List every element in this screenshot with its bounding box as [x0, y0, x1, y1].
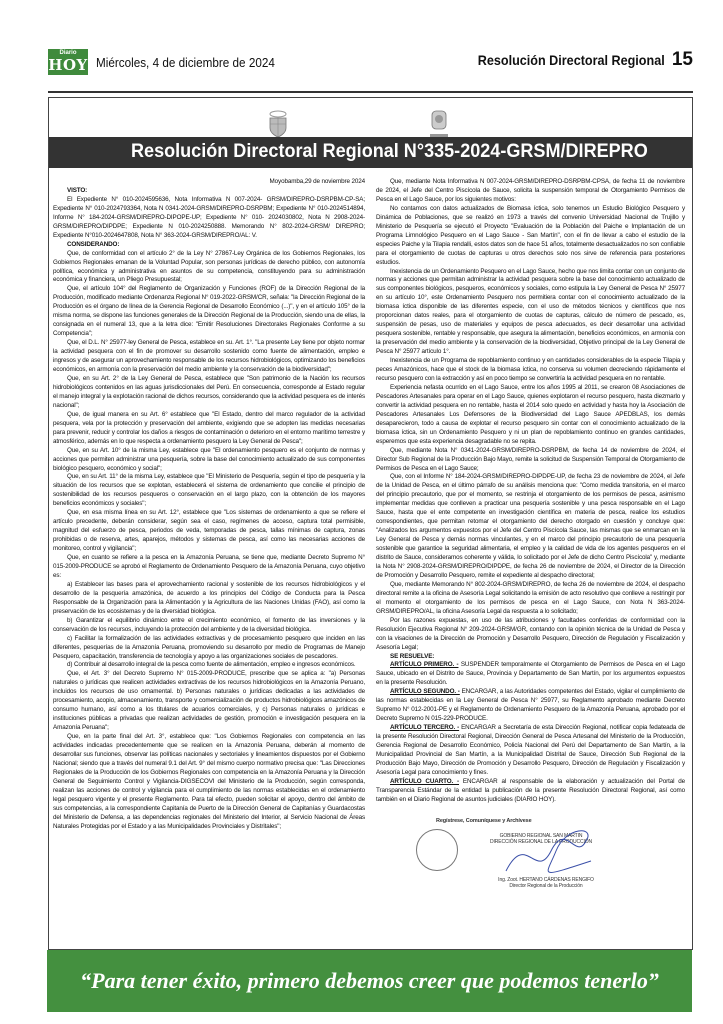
section-heading: SE RESUELVE:	[390, 652, 435, 660]
paragraph: Que, mediante Nota Informativa N 007-2024-GRSM/DIREPRO-DSRPBM-CPSA, de fecha 11 de noviembre de 2024, el Jefe del Centro Piscícola de Sauce, solicita la suspensión temporal de Otorgamiento Permisos de Pesca en el Lago Sauce, por los siguientes motivos:	[376, 178, 685, 203]
section-title: Resolución Directoral Regional	[478, 52, 665, 68]
article-label: ARTÍCULO PRIMERO. -	[390, 661, 459, 669]
paragraph: Que, mediante Nota N° 0341-2024-GRSM/DIREPRO-DSRPBM, de fecha 14 de noviembre de 2024, el Director Sub Regional de la Producción Bajo Mayo, remite la solicitud de Suspensión Temporal de Otorgamiento de Permisos de Pesca en el Lago Sauce;	[376, 446, 685, 472]
article-text: ENCARGAR a Secretaría de esta Dirección Regional, notificar copia fedateada de la presente Resolución Directoral Regional, Dirección General de Pesca Artesanal del Ministerio de la Producción, Gerencia Regional de Desarrollo Económico, Policía Nacional del Perú del Departamento de San Martín, a la Municipalidad Provincial de San Martín, a la Municipalidad Distrital de Sauce, Dirección Sub Regional de la Producción Bajo Mayo, Dirección de Promoción y Desarrollo Pesquero, Dirección de Regulación y Fiscalización y Asesoría Legal para conocimiento y fines.	[376, 724, 685, 776]
section-heading: CONSIDERANDO:	[67, 240, 120, 248]
paragraph: Que, el artículo 104° del Reglamento de Organización y Funciones (ROF) de la Dirección Regional de la Producción, modificado mediante Ordenanza Regional N° 019-2022-GRSM/CR, señala: "la Dirección Regional de la Producción es el órgano de línea de la Gerencia Regional de Desarrollo Económico (...)", y en el artículo 105° de la misma norma, se dispone las funciones generales de la Dirección Regional de la Producción, siendo una de ellas, la consignada en el numeral 13, que a la letra dice: "Emitir Resoluciones Directorales Regionales Conforme a su Competencia";	[53, 285, 365, 338]
paragraph: Que, en su Art. 2° de la Ley General de Pesca, establece que "Son patrimonio de la Nación los recursos hidrobiológicos contenidos en las aguas jurisdiccionales del Perú. En consecuencia, corresponde al Estado regular el manejo integral y la explotación racional de dichos recursos, considerando que la actividad pesquera es de interés nacional";	[53, 374, 365, 409]
paragraph: Experiencia nefasta ocurrido en el Lago Sauce, entre los años 1995 al 2011, se crearon 08 Asociaciones de Pescadores Artesanales para operar en el Lago Sauce, quienes explotaron el recurso pesquero, hasta diezmarlo y convertir la actividad pesquera en no rentable, hasta el 2014 solo quedo en actividad y hasta hoy la Asociación de Pescadores Artesanales Los Defensores de la Biodiversidad del Lago Sauce APEDBLAS, los demás desaparecieron, todo a causa de explotar el recurso pesquero sin contar con el conocimiento actualizado de la biomasa íctica, sin un Ordenamiento Pesquero y ni un plan de repoblamiento continuo en grandes cantidades, esperemos que esta experiencia desagradable no se repita.	[376, 383, 685, 445]
article-text: ENCARGAR al responsable de la elaboración y actualización del Portal de Transparencia Estándar de la entidad la publicación de la presente Resolución Directoral Regional, así como también en el Diario Regional de asuntos judiciales (DIARIO HOY).	[376, 777, 685, 803]
resolution-article	[376, 661, 685, 688]
paragraph: Inexistencia de un Ordenamiento Pesquero en el Lago Sauce, hecho que nos limita contar con un conjunto de normas y acciones que permitan administrar la actividad pesquera sobre la base del conocimiento actualizado de sus componentes biológicos, pesqueros, económicos y sociales, como estipula la Ley General de Pesca N° 25977 en su artículo 10°, este Ordenamiento Pesquero nos permitiera contar con el conocimiento actualizado de la biomasa íctica disponible de las diferentes especie, con el uso de métodos técnicos y científicos que nos proporcionan datos reales, para el otorgamiento de cuotas de capturas, cálculo de número de pescado, es, suspensión de pesas, uso de materiales y equipos de pesca adecuados, es decir desarrollar una actividad pesquera sostenible, rentable y responsable, que asegura la alimentación, beneficios económicos, en armonía con la preservación del medio ambiente y la conservación de la biodiversidad, Objetivo principal de la Ley General de Pesca N° 25977 artículo 1°.	[376, 267, 685, 356]
paragraph: Que, de igual manera en su Art. 6° establece que "El Estado, dentro del marco regulador de la actividad pesquera, vela por la protección y preservación del ambiente, exigiendo que se adopten las medidas necesarias para prevenir, reducir y controlar los daños a riesgos de contaminación o deterioro en el entorno marítimo terrestre y atmosférico, además en lo que respecta a ordenamiento pesquero la Ley General de Pesca";	[53, 410, 365, 445]
handwritten-signature-icon	[496, 821, 606, 881]
header-divider	[48, 91, 693, 93]
paragraph: a) Establecer las bases para el aprovechamiento racional y sostenible de los recursos hidrobiológicos y el desarrollo de la pesquería amazónica, de acuerdo a los principios del Código de Conducta para la Pesca Responsable de la Organización para la Alimentación y la Agricultura de las Naciones Unidas (FAO), así como la preservación de los ecosistemas y de la diversidad biológica.	[53, 580, 365, 615]
article-text: SUSPENDER temporalmente el Otorgamiento de Permisos de Pesca en el Lago Sauce, ubicado en el Distrito de Sauce, Provincia y Departamento de San Martín, por los argumentos expuestos en la presente Resolución.	[376, 661, 686, 687]
signer-role: Director Regional de la Producción	[509, 882, 583, 889]
paragraph: Que, de conformidad con el artículo 2° de la Ley N° 27867-Ley Orgánica de los Gobiernos Regionales, los Gobiernos Regionales emanan de la Voluntad Popular, son personas jurídicas de derecho público, con autonomía política, económica y administrativa en asuntos de su competencia, constituyendo para su administración económica y financiera, un Pliego Presupuestal;	[53, 249, 365, 284]
place-date: Moyobamba,29 de noviembre 2024	[269, 178, 365, 185]
resolution-title: Resolución Directoral Regional N°335-2024-GRSM/DIREPRO	[131, 141, 648, 162]
logo-main-text: HOY	[48, 56, 88, 74]
right-column	[376, 178, 685, 899]
page-number: 15	[671, 49, 693, 70]
resolution-frame	[48, 97, 693, 950]
logo-top-text: Diario	[59, 50, 77, 56]
paragraph: El Expediente N° 010-2024595636, Nota Informativa N 007-2024- GRSM/DIREPRO-DSRPBM-CP-SA; Expediente N° 010-2024793364, Nota N 0341-2024-GRSM/DIREPRO-DSRPBM; Expediente N° 010-2024514894, Informe N° 184-2024-GRSM/DIREPRO-DIPOPE-UP; Expediente N° 010- 2024030802, Nota N 2908-2024-GRSM/DIREPRO/DIPDPE; Expediente N 010-2024250888. Memorando N° 802-2024-GRSM/ DIREPRO; Expediente N°010-2024647808, Nota N° 363-2024-GRSM/DIREPRO/AL: V.	[53, 195, 365, 239]
paragraph: Que, en la parte final del Art. 3°, establece que: "Los Gobiernos Regionales con competencia en las actividades indicadas precedentemente que se realicen en la Amazonía Peruana, deberán al momento de desarrollar sus funciones, observar las políticas nacionales y sectoriales y lineamientos dispuestos por el Gobierno Nacional; siendo que a través del numeral 9.1 del Art. 9° del mismo cuerpo normativo precisa que: "Las Direcciones Regionales de la Producción de los Gobiernos Regionales con competencia en la Amazonía Peruana y la Dirección General de Seguimiento Control y Vigilancia-DIGSECOVI del Ministerio de la Producción, según corresponda, realizan las acciones de control y vigilancia para el cumplimiento de las normas establecidas en el ordenamiento legal pesquero vigente y el presente Reglamento. Para tal efecto, pueden solicitar el apoyo, dentro del ámbito de sus competencias, a la correspondiente Capitanía de Puerto de la Dirección General de Capitanías y Guardacostas del Ministerio de Defensa, a las dependencias regionales del Ministerio del Interior, al Servicio Nacional de Áreas Naturales Protegidas por el Estado y a las Municipalidades Provinciales y Distritales";	[53, 733, 365, 830]
paragraph: d) Contribuir al desarrollo integral de la pesca como fuente de alimentación, empleo e ingresos económicos.	[67, 661, 356, 669]
left-column	[53, 178, 365, 832]
paragraph: Que, el Art. 3° del Decreto Supremo N° 015-2009-PRODUCE, prescribe que se aplica a: "a) Personas naturales o jurídicas que realicen actividades extractivas de los recursos hidrobiológicos en la Amazonía Peruano, incluidos los recursos de uso ornamental. b) Personas naturales o jurídicas dedicadas a las actividades de procesamiento, acopio, almacenamiento, transporte y comercialización de productos hidrobiológicos amazónicos de consumo humano, así como a los titulares de acuarios comerciales, y c) Personas naturales o jurídicas e instituciones públicas a privadas que realizan actividades de gestión, promoción e investigación pesquera en la Amazonía Peruana";	[53, 670, 365, 732]
signature-stamp	[416, 815, 636, 899]
paragraph: b) Garantizar el equilibrio dinámico entre el crecimiento económico, el fomento de las inversiones y la conservación de los recursos, incluyendo la protección del ambiente y de la diversidad biológica.	[53, 616, 365, 633]
resolution-article	[376, 724, 685, 778]
section-heading: VISTO:	[67, 186, 88, 194]
masthead	[48, 47, 693, 77]
signature-org: GOBIERNO REGIONAL SAN MARTIN DIRECCIÓN REGIONAL DE LA PRODUCCIÓN	[489, 832, 593, 845]
paragraph: Que, en su Art. 10° de la misma Ley, establece que "El ordenamiento pesquero es el conjunto de normas y acciones que permiten administrar una pesquería, sobre la base del conocimiento actualizado de sus componentes biológico pesquero, económico y social";	[53, 446, 365, 472]
resolution-article	[376, 688, 685, 724]
article-text: ENCARGAR, a las Autoridades competentes del Estado, vigilar el cumplimiento de las normas establecidas en la Ley General de Pesca N° 25977, su Reglamento aprobado mediante Decreto Supremo N° 012-2001-PE y el Reglamento de Ordenamiento Pesquero de la Amazonía Peruana, aprobado por el Decreto Supremo N 015-229-PRODUCE.	[376, 688, 685, 723]
paragraph: Inexistencia de un Programa de repoblamiento continuo y en cantidades considerables de la especie Tilapia y peces Amazónicos, hace que el stock de la biomasa íctica, no conserva su volumen decreciendo rápidamente el recurso pesquero con la extracción y así en poco tiempo se convertiría la actividad pesquera en no rentable.	[376, 357, 685, 382]
paragraph: Por las razones expuestas, en uso de las atribuciones y facultades conferidas de conformidad con la Resolución Ejecutiva Regional N° 209-2024-GRSM/GR, contando con la opinión técnica de la Unidad de Pesca y con la visaciones de la Dirección de Promoción y Desarrollo Pesquero, Dirección de Regulación y Fiscalización y Asesoría Legal;	[376, 616, 685, 651]
article-label: ARTÍCULO CUARTO. -	[390, 777, 460, 785]
paragraph: Que, el D.L. N° 25977-ley General de Pesca, establece en su. Art. 1°. "La presente Ley tiene por objeto normar la actividad pesquera con el fin de promover su desarrollo sostenido como fuente de alimentación, empleo e ingresos y de asegurar un aprovechamiento responsable de los recursos hidrobiológicos, optimizando los beneficios económicos, en armonía con la preservación del medio ambiente y la conservación de la biodiversidad";	[53, 339, 365, 374]
resolution-article	[376, 778, 685, 805]
issue-date: Miércoles, 4 de diciembre de 2024	[96, 55, 275, 70]
paragraph: Que, en cuanto se refiere a la pesca en la Amazonía Peruana, se tiene que, mediante Decreto Supremo N° 015-2009-PRODUCE se aprobó el Reglamento de Ordenamiento Pesquero de la Amazonía Peruana, cuyo objetivo es:	[53, 554, 365, 579]
footer-quote: “Para tener éxito, primero debemos creer que podemos tenerlo”	[80, 968, 659, 993]
title-bar	[49, 137, 692, 168]
paragraph: Que, en su Art. 11° de la misma Ley, establece que "El Ministerio de Pesquería, según el tipo de pesquería y la situación de los recursos que se explotan, establecerá el sistema de ordenamiento que concilie el principio de sostenibilidad de los recursos pesqueros o conservación en el largo plazo, con la obtención de los mayores beneficios económicos y sociales";	[53, 473, 365, 508]
official-seal-icon	[416, 829, 458, 871]
paragraph: c) Facilitar la formalización de las actividades extractivas y de procesamiento pesquero que inciden en las diferentes, pesquerías de la Amazonía Peruana, promoviendo su desarrollo por medio de Programas de Manejo Pesquero, capacitación, transferencia de tecnología y apoyo a las organizaciones sociales de pescadores.	[53, 634, 365, 660]
signer-name: Ing. Zoot. HERTANO CÁRDENAS RENGIFO	[498, 876, 594, 883]
paragraph: Que, con el Informe N° 184-2024-GRSM/DIREPRO-DIPDPE-UP, de fecha 23 de noviembre de 2024, el Jefe de la Unidad de Pesca, en el último párrafo de su análisis menciona que: "Como medida transitoria, en el marco del principio precautorio, que por el momento, se restrinja el otorgamiento de los permisos de pesca, asimismo implementar medidas que conlleven a practicar una pesquería sostenible y una pesca responsable en el Lago Sauce, hasta que el ente competente en investigación científica en materia de pesca, realice los estudios correspondientes, que permitan retomar el otorgamiento del derecho otorgado en cuestión y concluye que: "Analizados los argumentos expuestos por el Jefe del Centro Piscícola Sauce, las mismas que se enmarcan en la Ley General de Pesca y demás normas vinculantes, y en el marco del principio precautorio de una pesquería sostenible que garantice la seguridad alimentaria, el empleo y la calidad de vida de los agentes pesqueros en el distrito de Sauce, consideramos coherente y válida, lo solicitado por el Jefe de dicho Centro Piscícola" y, mediante la Nota N° 2908-2024-GRSM/DIREPRO/DIPDPE, de fecha 26 de noviembre de 2024, el Director de la Dirección de Promoción y Desarrollo Pesquero, remite el expediente al despacho directoral;	[376, 473, 685, 579]
paragraph: No contamos con datos actualizados de Biomasa íctica, solo tenemos un Estudio Biológico Pesquero y Dinámica de Poblaciones, que se realizó en 1973 a través del convenio Universidad Nacional de Trujillo y Ministerio de Pesquería se ejecutó el Proyecto "Evaluación de la Población del Paiche e Implantación de un Programa Limnológico Pesquero en el Lago Sauce - San Martín", con el fin de llevar a cabo el estudio de la especies Paiche y la Tilapia rendalli, estos datos son de hace 51 años, totalmente desactualizados no son confiable para el otorgamiento de cuotas de capturas u otros derechos solo nos sirve de referencia para posteriores estudios.	[376, 204, 685, 266]
paragraph: Que, mediante Memorando N° 802-2024-GRSM/DIREPRO, de fecha 26 de noviembre de 2024, el despacho directoral remite a la oficina de Asesoría Legal solicitando la emisión de acto resolutivo que conlleve a restringir por el momento el otorgamiento de los permisos de pesca en el Lago Sauce, con Nota N 363-2024-GRSM/DIREPRO/AL, la oficina Asesoría Legal da respuesta a lo solicitado;	[376, 580, 685, 615]
footer-quote-banner	[47, 950, 692, 1012]
closing-formula: Regístrese, Comuníquese y Archívese	[436, 817, 532, 824]
article-label: ARTÍCULO TERCERO. -	[390, 724, 460, 732]
article-label: ARTÍCULO SEGUNDO. -	[390, 688, 460, 696]
paragraph: Que, en esa misma línea en su Art. 12°, establece que "Los sistemas de ordenamiento a que se refiere el artículo precedente, deberán considerar, según sea el caso, regímenes de acceso, captura total permisible, magnitud del esfuerzo de pesca, periodos de veda, temporadas de pesca, tallas mínimas de captura, zonas prohibidas o de reserva, artes, aparejos, métodos y sistemas de pesca, así como las necesarias acciones de monitoreo, control y vigilancia";	[53, 509, 365, 553]
diario-hoy-logo	[48, 49, 88, 75]
